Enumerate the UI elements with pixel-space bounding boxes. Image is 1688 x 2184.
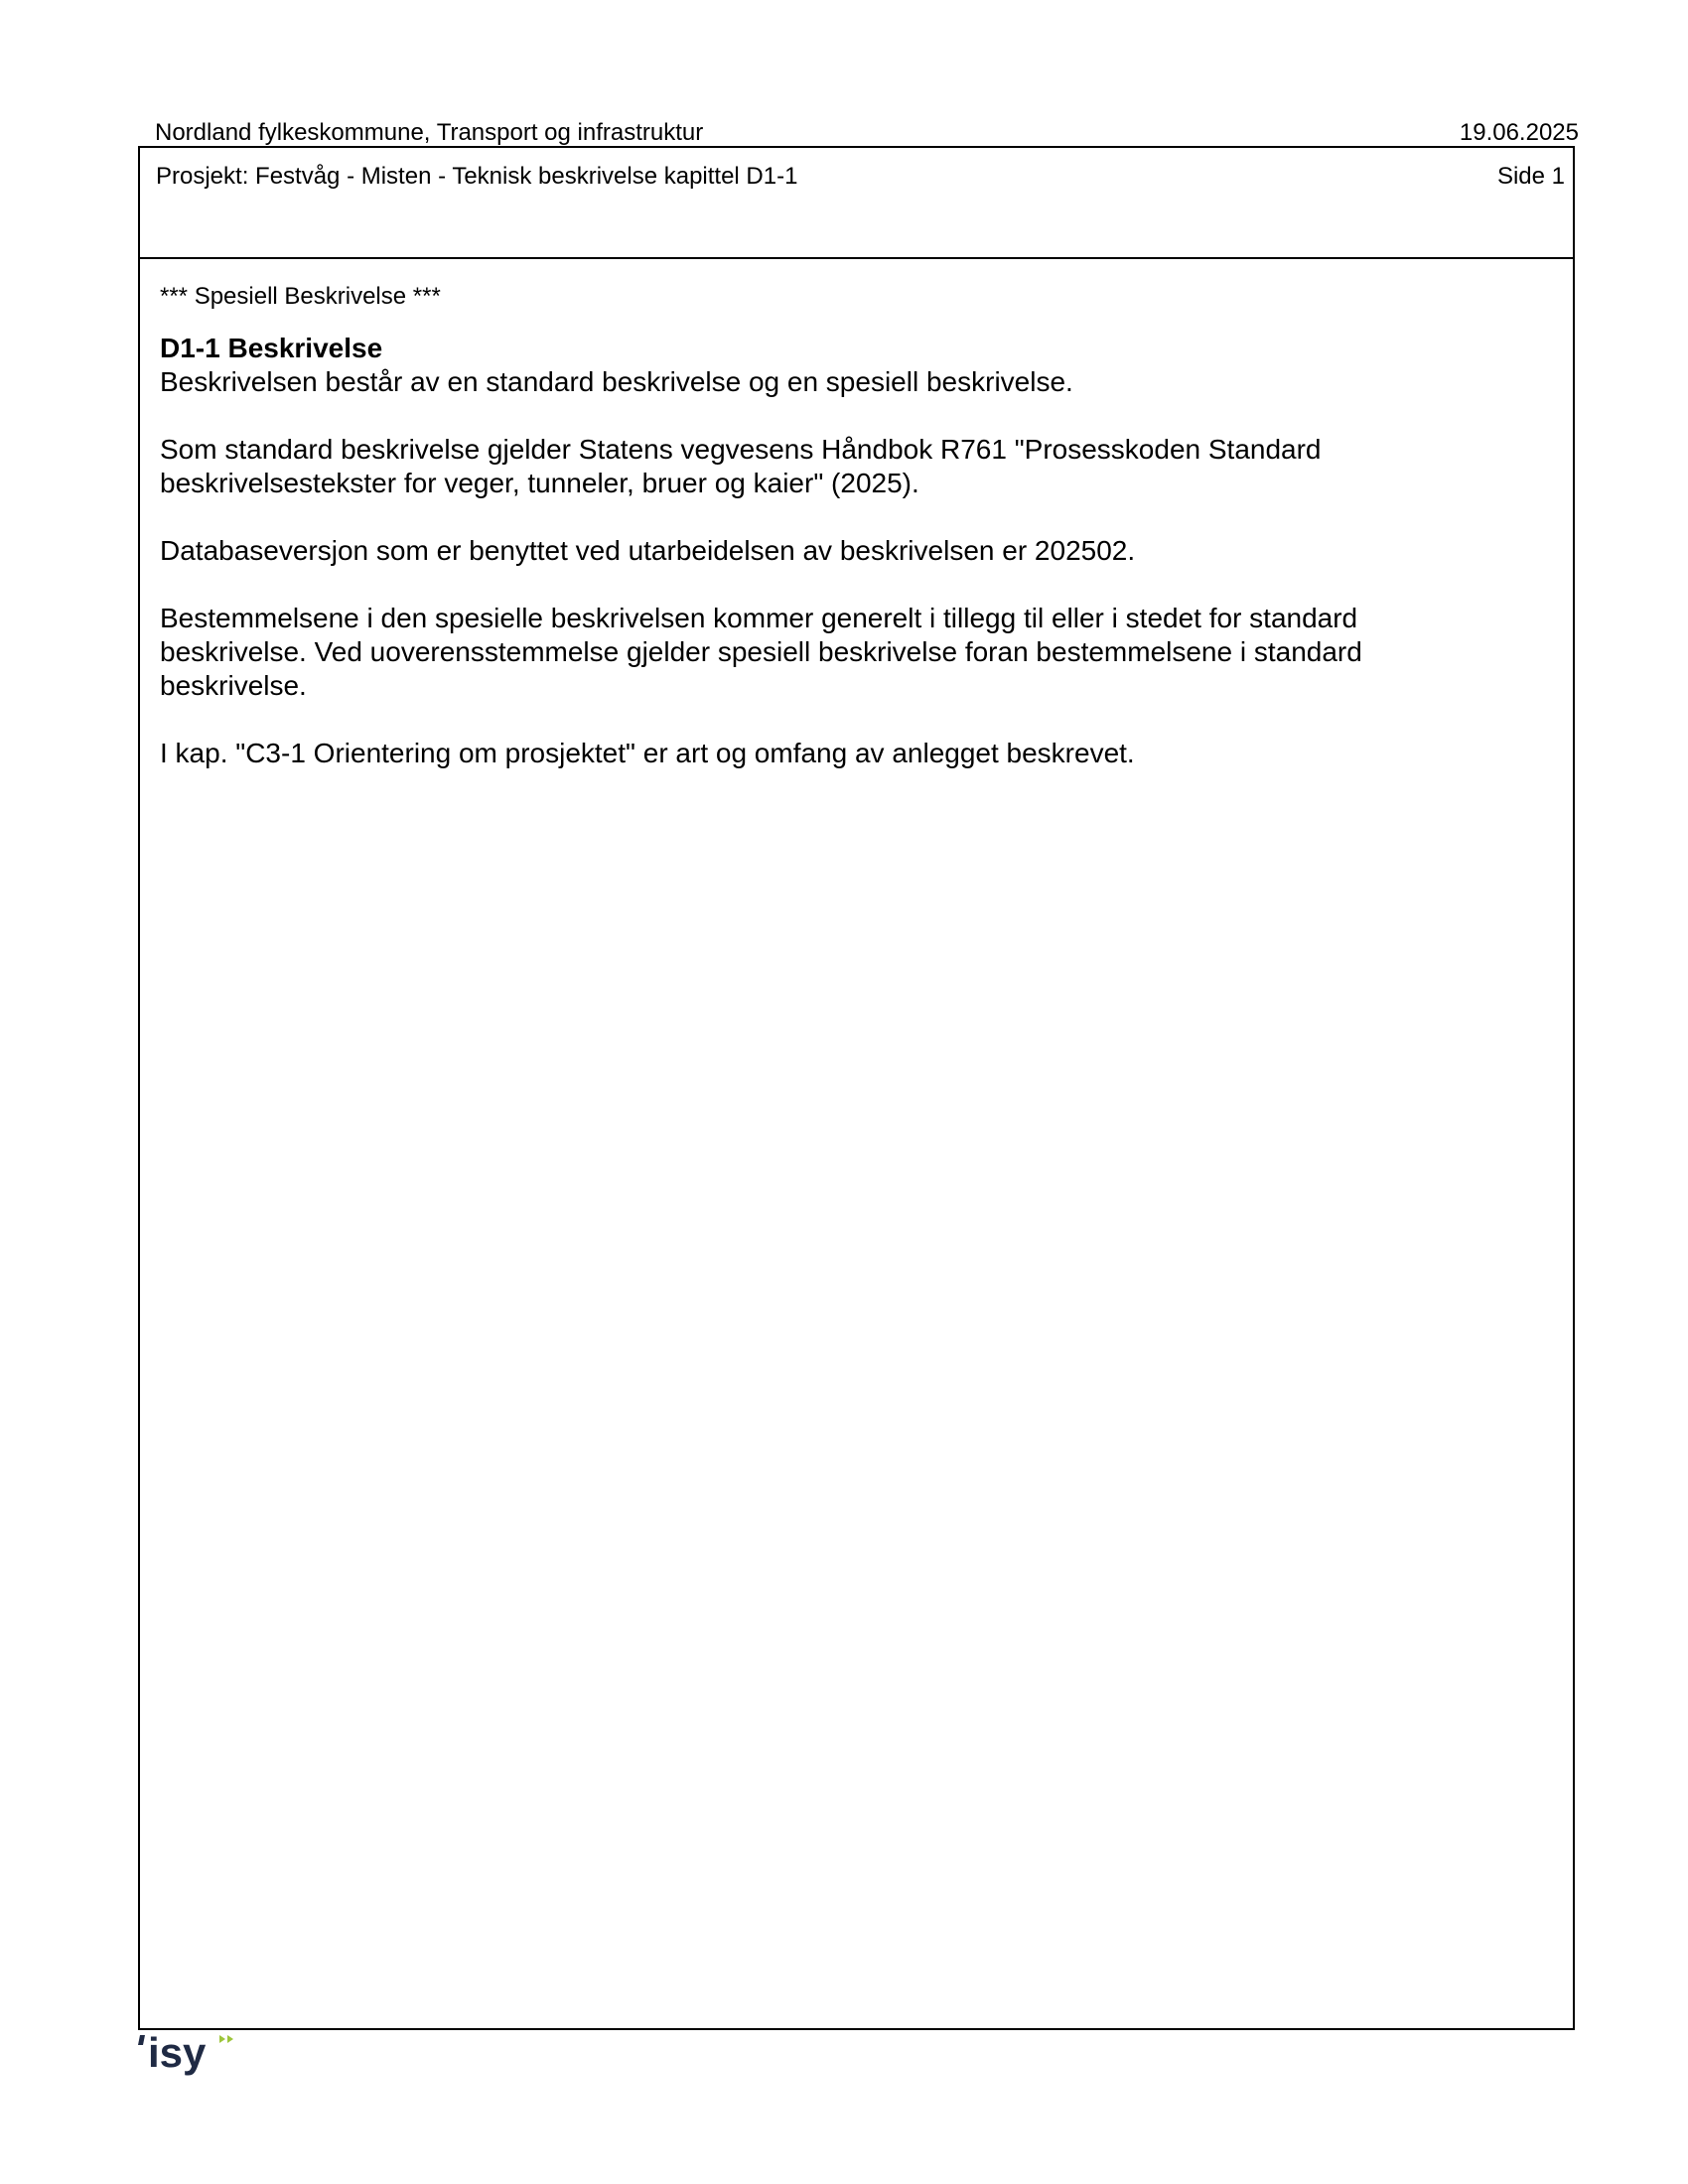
section-title: D1-1 Beskrivelse [160, 333, 383, 363]
page-frame [138, 146, 1575, 2030]
paragraph-database-version: Databaseversjon som er benyttet ved utarbeidelsen av beskrivelsen er 202502. [160, 535, 1136, 566]
special-description-marker: *** Spesiell Beskrivelse *** [160, 283, 441, 310]
document-top-line [155, 118, 1579, 148]
page-number: Side 1 [1496, 163, 1565, 190]
paragraph-orientation-reference: I kap. "C3-1 Orientering om prosjektet" er art og omfang av anlegget beskrevet. [160, 738, 1135, 768]
organization-name: Nordland fylkeskommune, Transport og infrastruktur [155, 119, 704, 146]
svg-text:isy: isy [148, 2029, 207, 2076]
paragraph-precedence: Bestemmelsene i den spesielle beskrivelsen kommer generelt i tillegg til eller i stedet for standard beskrivelse. Ved uoverensstemmelse gjelder spesiell beskrivelse foran bestemmelsene i standard beskrivelse. [160, 603, 1362, 701]
project-header-box [140, 148, 1573, 259]
project-title: Prosjekt: Festvåg - Misten - Teknisk beskrivelse kapittel D1-1 [156, 163, 798, 190]
paragraph-standard-description: Som standard beskrivelse gjelder Statens vegvesens Håndbok R761 "Prosesskoden Standard beskrivelsestekster for veger, tunneler, bruer og kaier" (2025). [160, 434, 1322, 498]
isy-logo [138, 2025, 257, 2081]
document-content [160, 282, 1550, 804]
document-date: 19.06.2025 [1459, 119, 1579, 146]
paragraph-composition: Beskrivelsen består av en standard beskrivelse og en spesiell beskrivelse. [160, 366, 1073, 397]
